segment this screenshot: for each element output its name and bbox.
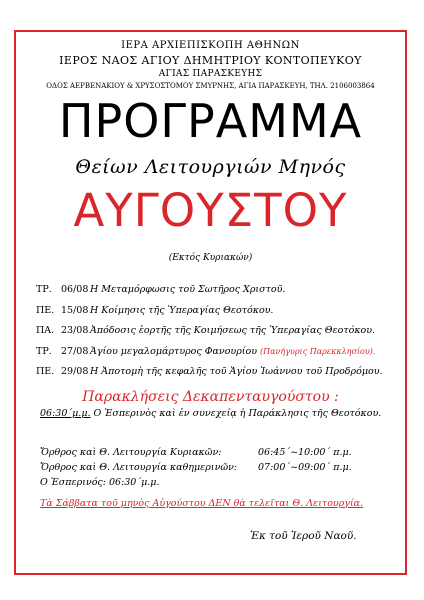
service-row: [0, 284, 424, 298]
church-name-line: ΙΕΡΟΣ ΝΑΟΣ ΑΓΙΟΥ ΔΗΜΗΤΡΙΟΥ ΚΟΝΤΟΠΕΥΚΟΥ: [59, 54, 362, 67]
schedule-row: [40, 477, 160, 488]
saturday-warning: Τὰ Σάββατα τοῦ μηνὸς Αὐγούστου ΔΕΝ θὰ τελεῖται Θ. Λειτουργία.: [40, 498, 364, 509]
service-row: [0, 325, 424, 339]
schedule-label: Ὄρθρος καὶ Θ. Λειτουργία καθημερινῶν:: [40, 462, 238, 473]
page-subtitle: Θείων Λειτουργιών Μηνός: [75, 156, 346, 178]
service-day: ΤΡ.: [36, 284, 52, 295]
service-date: 29/08: [61, 366, 89, 377]
service-description: Ἁγίου μεγαλομάρτυρος Φανουρίου (Πανήγυρις Παρεκκλησίου).: [90, 346, 376, 357]
service-note: (Πανήγυρις Παρεκκλησίου).: [260, 347, 376, 356]
signature-line: Ἐκ τοῦ Ἱεροῦ Ναοῦ.: [250, 530, 357, 542]
service-row: [0, 305, 424, 319]
exception-note: (Εκτός Κυριακών): [168, 253, 253, 263]
parish-location-line: ΑΓΙΑΣ ΠΑΡΑΣΚΕΥΗΣ: [158, 69, 263, 79]
service-description: Η Ἀποτομὴ τῆς κεφαλῆς τοῦ Ἁγίου Ἰωάννου τοῦ Προδρόμου.: [90, 366, 383, 377]
schedule-label: Ὄρθρος καὶ Θ. Λειτουργία Κυριακῶν:: [40, 447, 222, 458]
schedule-label: Ο Ἑσπερινός: 06:30΄μ.μ.: [40, 477, 160, 488]
page-title: ΠΡΟΓΡΑΜΜΑ: [58, 94, 363, 148]
service-date: 27/08: [61, 346, 89, 357]
paraklisis-time: 06:30΄μ.μ.: [40, 408, 91, 419]
month-heading: ΑΥΓΟΥΣΤΟΥ: [73, 184, 348, 237]
service-day: ΠΑ.: [36, 325, 55, 336]
schedule-time: 06:45΄~10:00΄ π.μ.: [258, 447, 352, 458]
archdiocese-line: ΙΕΡΑ ΑΡΧΙΕΠΙΣΚΟΠΗ ΑΘΗΝΩΝ: [121, 40, 300, 51]
paraklisis-text: Ο Ἑσπερινὸς καὶ ἐν συνεχείᾳ ἡ Παράκλησις τῆς Θεοτόκου.: [93, 408, 382, 419]
service-day: ΠΕ.: [36, 366, 55, 377]
service-row: [0, 366, 424, 380]
schedule-row: [40, 447, 352, 458]
address-line: ΟΔΟΣ ΑΕΡΒΕΝΑΚΙΟΥ & ΧΡΥΣΟΣΤΟΜΟΥ ΣΜΥΡΝΗΣ, ΑΓΙΑ ΠΑΡΑΣΚΕΥΗ, ΤΗΛ. 2106003864: [46, 82, 375, 90]
schedule-time: 07:00΄~09:00΄ π.μ.: [258, 462, 352, 473]
paraklisis-heading: Παρακλήσεις Δεκαπενταυγούστου :: [82, 389, 339, 405]
service-date: 15/08: [61, 305, 89, 316]
service-description: Η Κοίμησις τῆς Ὑπεραγίας Θεοτόκου.: [90, 305, 274, 316]
service-description: Ἀπόδοσις ἑορτῆς τῆς Κοιμήσεως τῆς Ὑπεραγίας Θεοτόκου.: [90, 325, 376, 336]
service-day: ΠΕ.: [36, 305, 55, 316]
schedule-row: [40, 462, 352, 473]
paraklisis-line: [40, 408, 381, 419]
service-date: 23/08: [61, 325, 89, 336]
service-description: Η Μεταμόρφωσις τοῦ Σωτῆρος Χριστοῦ.: [90, 284, 286, 295]
service-day: ΤΡ.: [36, 346, 52, 357]
service-row: [0, 346, 424, 360]
service-date: 06/08: [61, 284, 89, 295]
